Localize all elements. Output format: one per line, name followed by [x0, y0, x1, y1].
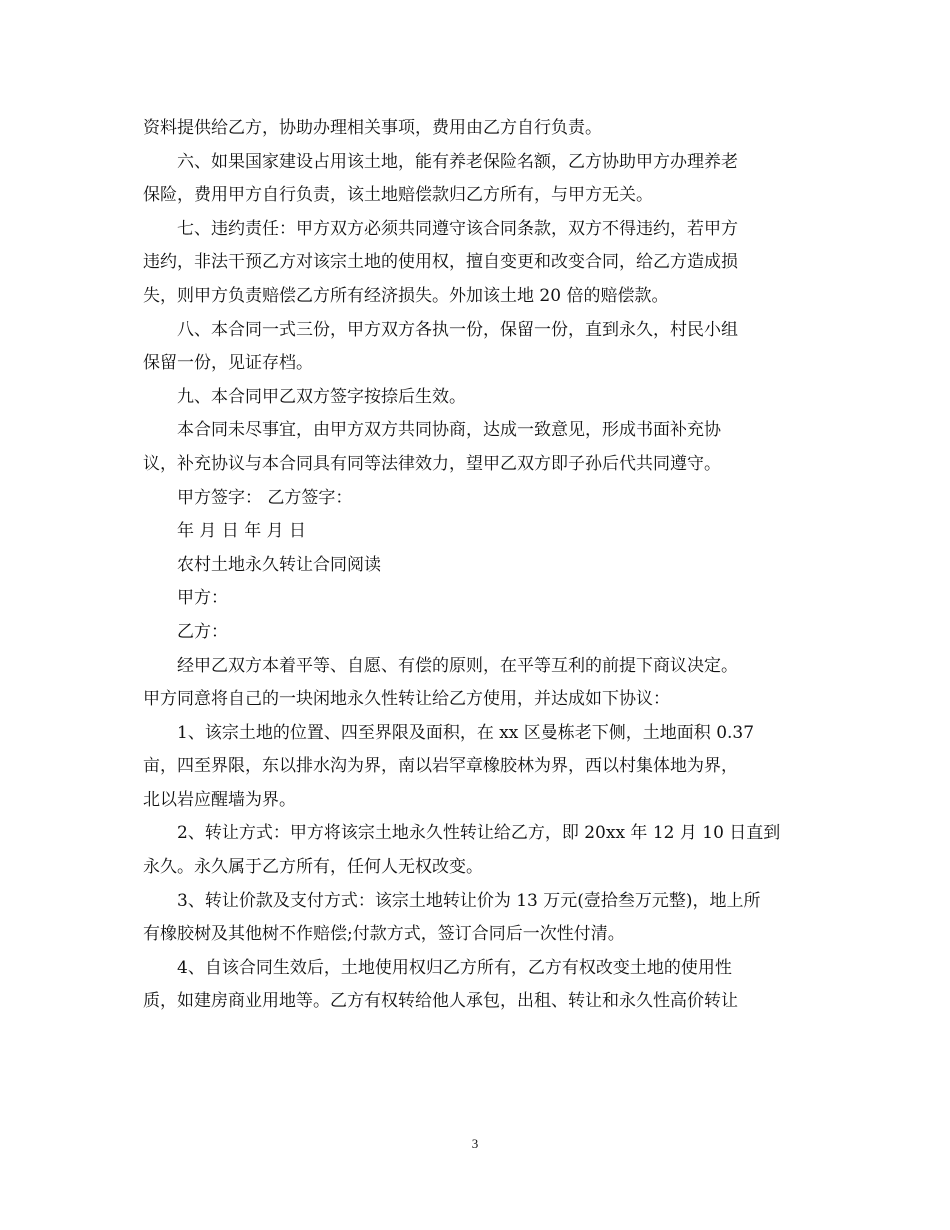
text-line: 有橡胶树及其他树不作赔偿;付款方式，签订合同后一次性付清。	[143, 924, 625, 945]
text-line: 亩，四至界限，东以排水沟为界，南以岩罕章橡胶林为界，西以村集体地为界，	[143, 756, 738, 777]
text-line: 甲方：	[177, 588, 228, 609]
text-line: 质，如建房商业用地等。乙方有权转给他人承包，出租、转让和永久性高价转让	[143, 991, 738, 1012]
text-line: 八、本合同一式三份，甲方双方各执一份，保留一份，直到永久，村民小组	[177, 319, 738, 340]
text-line: 年 月 日 年 月 日	[177, 521, 307, 542]
text-line: 九、本合同甲乙双方签字按捺后生效。	[177, 386, 466, 407]
text-line: 议，补充协议与本合同具有同等法律效力，望甲乙双方即子孙后代共同遵守。	[143, 453, 721, 474]
text-line: 2、转让方式：甲方将该宗土地永久性转让给乙方，即 20xx 年 12 月 10 日直到	[177, 823, 781, 844]
text-line: 经甲乙双方本着平等、自愿、有偿的原则，在平等互利的前提下商议决定。	[177, 655, 738, 676]
page-number: 3	[471, 1136, 479, 1151]
text-line: 3、转让价款及支付方式：该宗土地转让价为 13 万元(壹拾叁万元整)，地上所	[177, 890, 761, 911]
text-line: 永久。永久属于乙方所有，任何人无权改变。	[143, 857, 483, 878]
text-line: 违约，非法干预乙方对该宗土地的使用权，擅自变更和改变合同，给乙方造成损	[143, 252, 738, 273]
document-body	[143, 112, 809, 1019]
text-line: 农村土地永久转让合同阅读	[177, 554, 381, 575]
text-line: 六、如果国家建设占用该土地，能有养老保险名额，乙方协助甲方办理养老	[177, 151, 738, 172]
text-line: 资料提供给乙方，协助办理相关事项，费用由乙方自行负责。	[143, 118, 602, 138]
text-line: 保险，费用甲方自行负责，该土地赔偿款归乙方所有，与甲方无关。	[143, 185, 653, 206]
text-line: 保留一份，见证存档。	[143, 353, 313, 374]
text-line: 甲方签字： 乙方签字：	[177, 487, 353, 508]
text-line: 失，则甲方负责赔偿乙方所有经济损失。外加该土地 20 倍的赔偿款。	[143, 285, 669, 306]
text-line: 甲方同意将自己的一块闲地永久性转让给乙方使用，并达成如下协议：	[143, 689, 670, 710]
text-line: 4、自该合同生效后，土地使用权归乙方所有，乙方有权改变土地的使用性	[177, 957, 732, 978]
text-line: 1、该宗土地的位置、四至界限及面积，在 xx 区曼栋老下侧，土地面积 0.37	[177, 722, 755, 743]
text-line: 七、违约责任：甲方双方必须共同遵守该合同条款，双方不得违约，若甲方	[177, 218, 738, 239]
text-line: 北以岩应醒墙为界。	[143, 789, 296, 810]
text-line: 本合同未尽事宜，由甲方双方共同协商，达成一致意见，形成书面补充协	[177, 420, 721, 441]
text-line: 乙方：	[177, 621, 228, 642]
